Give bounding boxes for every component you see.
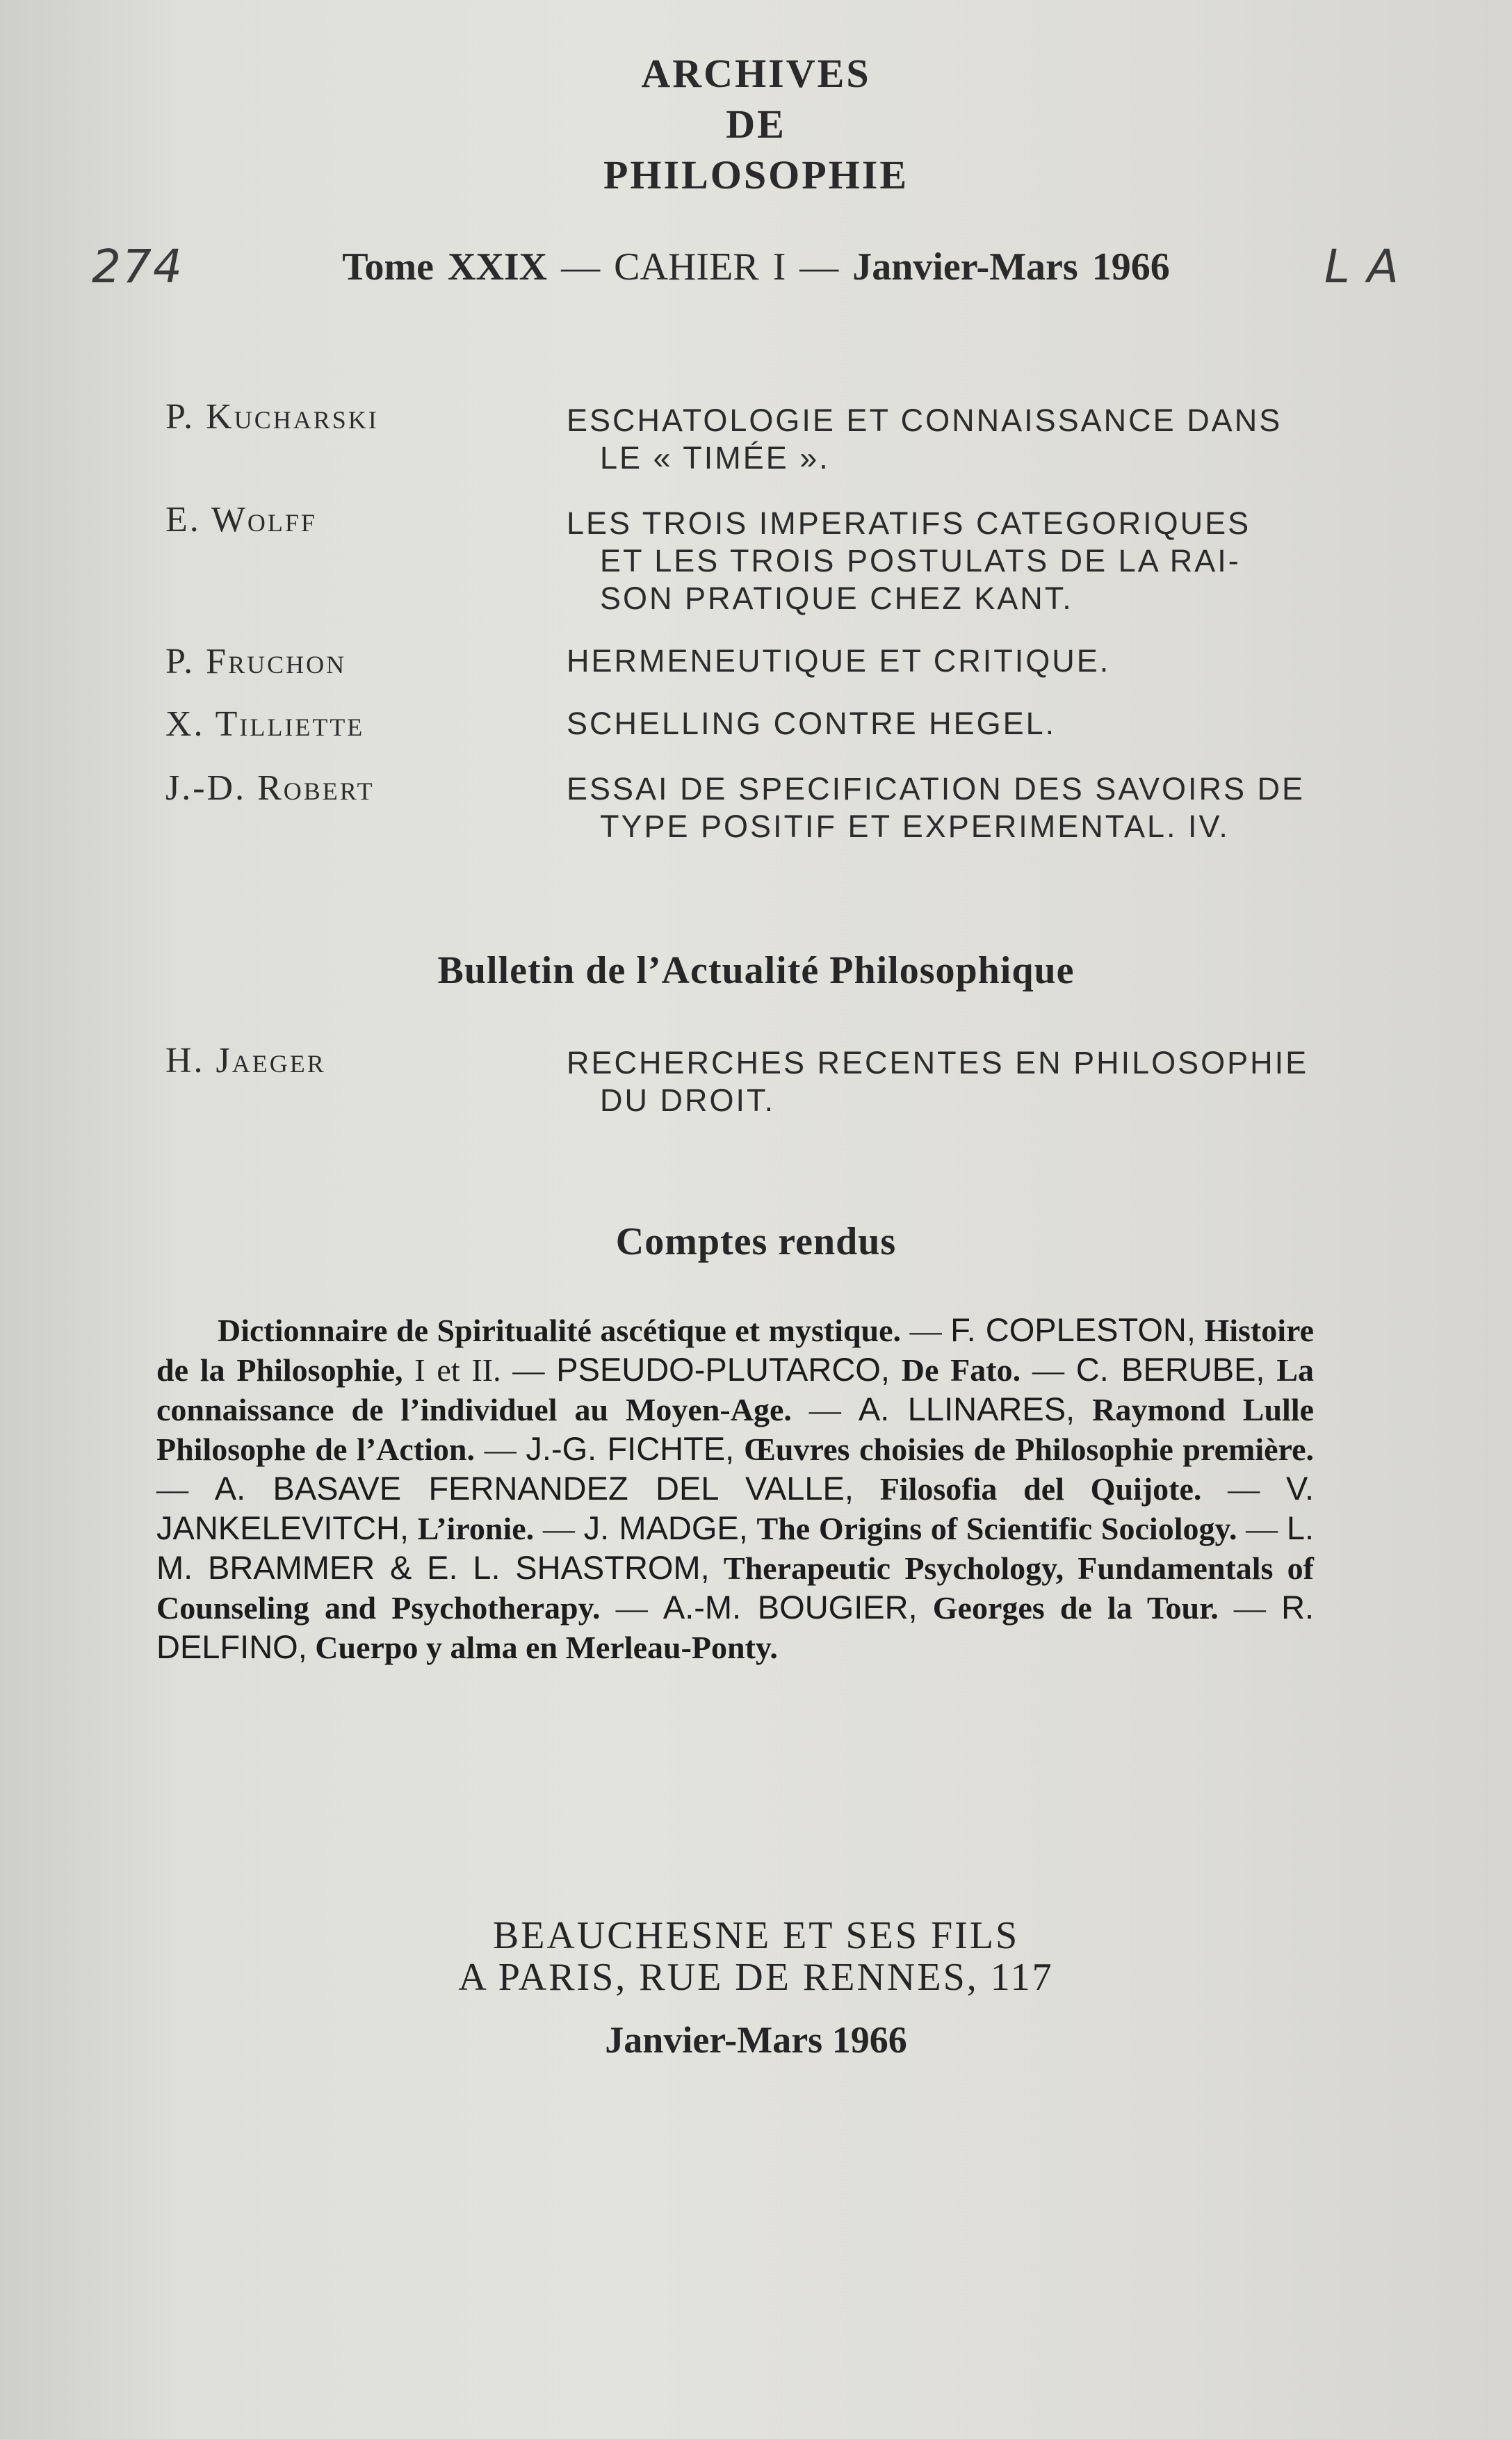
review-author: L. M. BRAMMER & E. L. SHASTROM, [156, 1509, 1315, 1586]
review-author: F. COPLESTON, [950, 1311, 1196, 1348]
review-author: A.-M. BOUGIER, [662, 1589, 918, 1626]
review-author: R. DELFINO, [156, 1589, 1315, 1665]
reviews-heading: Comptes rendus [615, 1220, 897, 1263]
review-title: Œuvres choisies de Philosophie première. [743, 1432, 1315, 1467]
article-author: X. Tilliette [165, 704, 365, 744]
article-author: J.-D. Robert [165, 768, 375, 808]
review-author: PSEUDO-PLUTARCO, [556, 1351, 890, 1388]
article-title: HERMENEUTIQUE ET CRITIQUE. [567, 643, 1111, 679]
publication-date: Janvier-Mars 1966 [605, 2019, 907, 2061]
issue-tome: Tome XXIX [342, 245, 548, 289]
review-extra: I et II. [414, 1352, 501, 1388]
journal-title-line-3: PHILOSOPHIE [603, 152, 909, 197]
bulletin-author: H. Jaeger [165, 1041, 326, 1080]
review-author: C. BERUBE, [1075, 1351, 1265, 1388]
article-author: P. Fruchon [165, 642, 347, 681]
article-title: LES TROIS IMPERATIFS CATEGORIQUES ET LES TROIS POSTULATS DE LA RAI- SON PRATIQUE CHEZ KANT. [567, 505, 1251, 616]
issue-line [0, 245, 1512, 289]
article-author: E. Wolff [165, 500, 317, 540]
publisher-address: A PARIS, RUE DE RENNES, 117 [458, 1956, 1054, 1999]
review-title: Filosofia del Quijote. [879, 1471, 1202, 1507]
review-title: Dictionnaire de Spiritualité ascétique et mystique. [218, 1313, 902, 1348]
journal-title-line-1: ARCHIVES [641, 51, 871, 96]
publisher-name: BEAUCHESNE ET SES FILS [492, 1914, 1020, 1957]
handwritten-note-right: L A [1324, 240, 1400, 293]
reviews-list: Dictionnaire de Spiritualité ascétique et mystique. — F. COPLESTON, Histoire de la Philosophie, I et II. — PSEUDO-PLUTARCO, De Fato. — C. BERUBE, La connaissance de l’individuel au Moyen-Age. — A. LLINARES, Raymond Lulle Philosophe de l’Action. — J.-G. FICHTE, Œuvres choisies de Philosophie première. — A. BASAVE FERNANDEZ DEL VALLE, Filosofia del Quijote. — V. JANKELEVITCH, L’ironie. — J. MADGE, The Origins of Scientific Sociology. — L. M. BRAMMER & E. L. SHASTROM, Therapeutic Psychology, Fundamentals of Counseling and Psychotherapy. — A.-M. BOUGIER, Georges de la Tour. — R. DELFINO, Cuerpo y alma en Merleau-Ponty. [156, 1311, 1315, 1665]
issue-separator-1: — [561, 245, 601, 289]
review-author: A. BASAVE FERNANDEZ DEL VALLE, [214, 1470, 854, 1507]
review-title: The Origins of Scientific Sociology. [756, 1511, 1237, 1546]
review-title: Georges de la Tour. [932, 1590, 1219, 1626]
issue-separator-2: — [799, 245, 839, 289]
review-title: Therapeutic Psychology, Fundamentals of Counseling and Psychotherapy. [156, 1550, 1314, 1626]
review-author: J.-G. FICHTE, [526, 1430, 735, 1467]
journal-title-line-2: DE [726, 102, 786, 147]
review-title: L’ironie. [417, 1511, 535, 1546]
review-title: La connaissance de l’individuel au Moyen-Age. [156, 1352, 1315, 1427]
article-title: SCHELLING CONTRE HEGEL. [567, 706, 1057, 741]
review-title: Raymond Lulle Philosophe de l’Action. [156, 1392, 1315, 1467]
handwritten-note-left: 274 [92, 240, 184, 293]
review-author: J. MADGE, [583, 1509, 748, 1546]
review-author: V. JANKELEVITCH, [156, 1470, 1315, 1546]
article-title: ESSAI DE SPECIFICATION DES SAVOIRS DE TYPE POSITIF ET EXPERIMENTAL. IV. [567, 771, 1306, 844]
issue-cahier: CAHIER I [614, 245, 786, 289]
article-title: ESCHATOLOGIE ET CONNAISSANCE DANS LE « TIMÉE ». [567, 403, 1283, 476]
issue-date: Janvier-Mars 1966 [852, 245, 1170, 289]
review-author: A. LLINARES, [858, 1391, 1075, 1427]
bulletin-heading: Bulletin de l’Actualité Philosophique [437, 949, 1075, 992]
bulletin-title: RECHERCHES RECENTES EN PHILOSOPHIE DU DROIT. [567, 1045, 1309, 1118]
review-title: Histoire de la Philosophie, [156, 1313, 1315, 1388]
review-title: De Fato. [901, 1352, 1021, 1388]
review-title: Cuerpo y alma en Merleau-Ponty. [315, 1630, 778, 1665]
article-author: P. Kucharski [165, 397, 379, 437]
